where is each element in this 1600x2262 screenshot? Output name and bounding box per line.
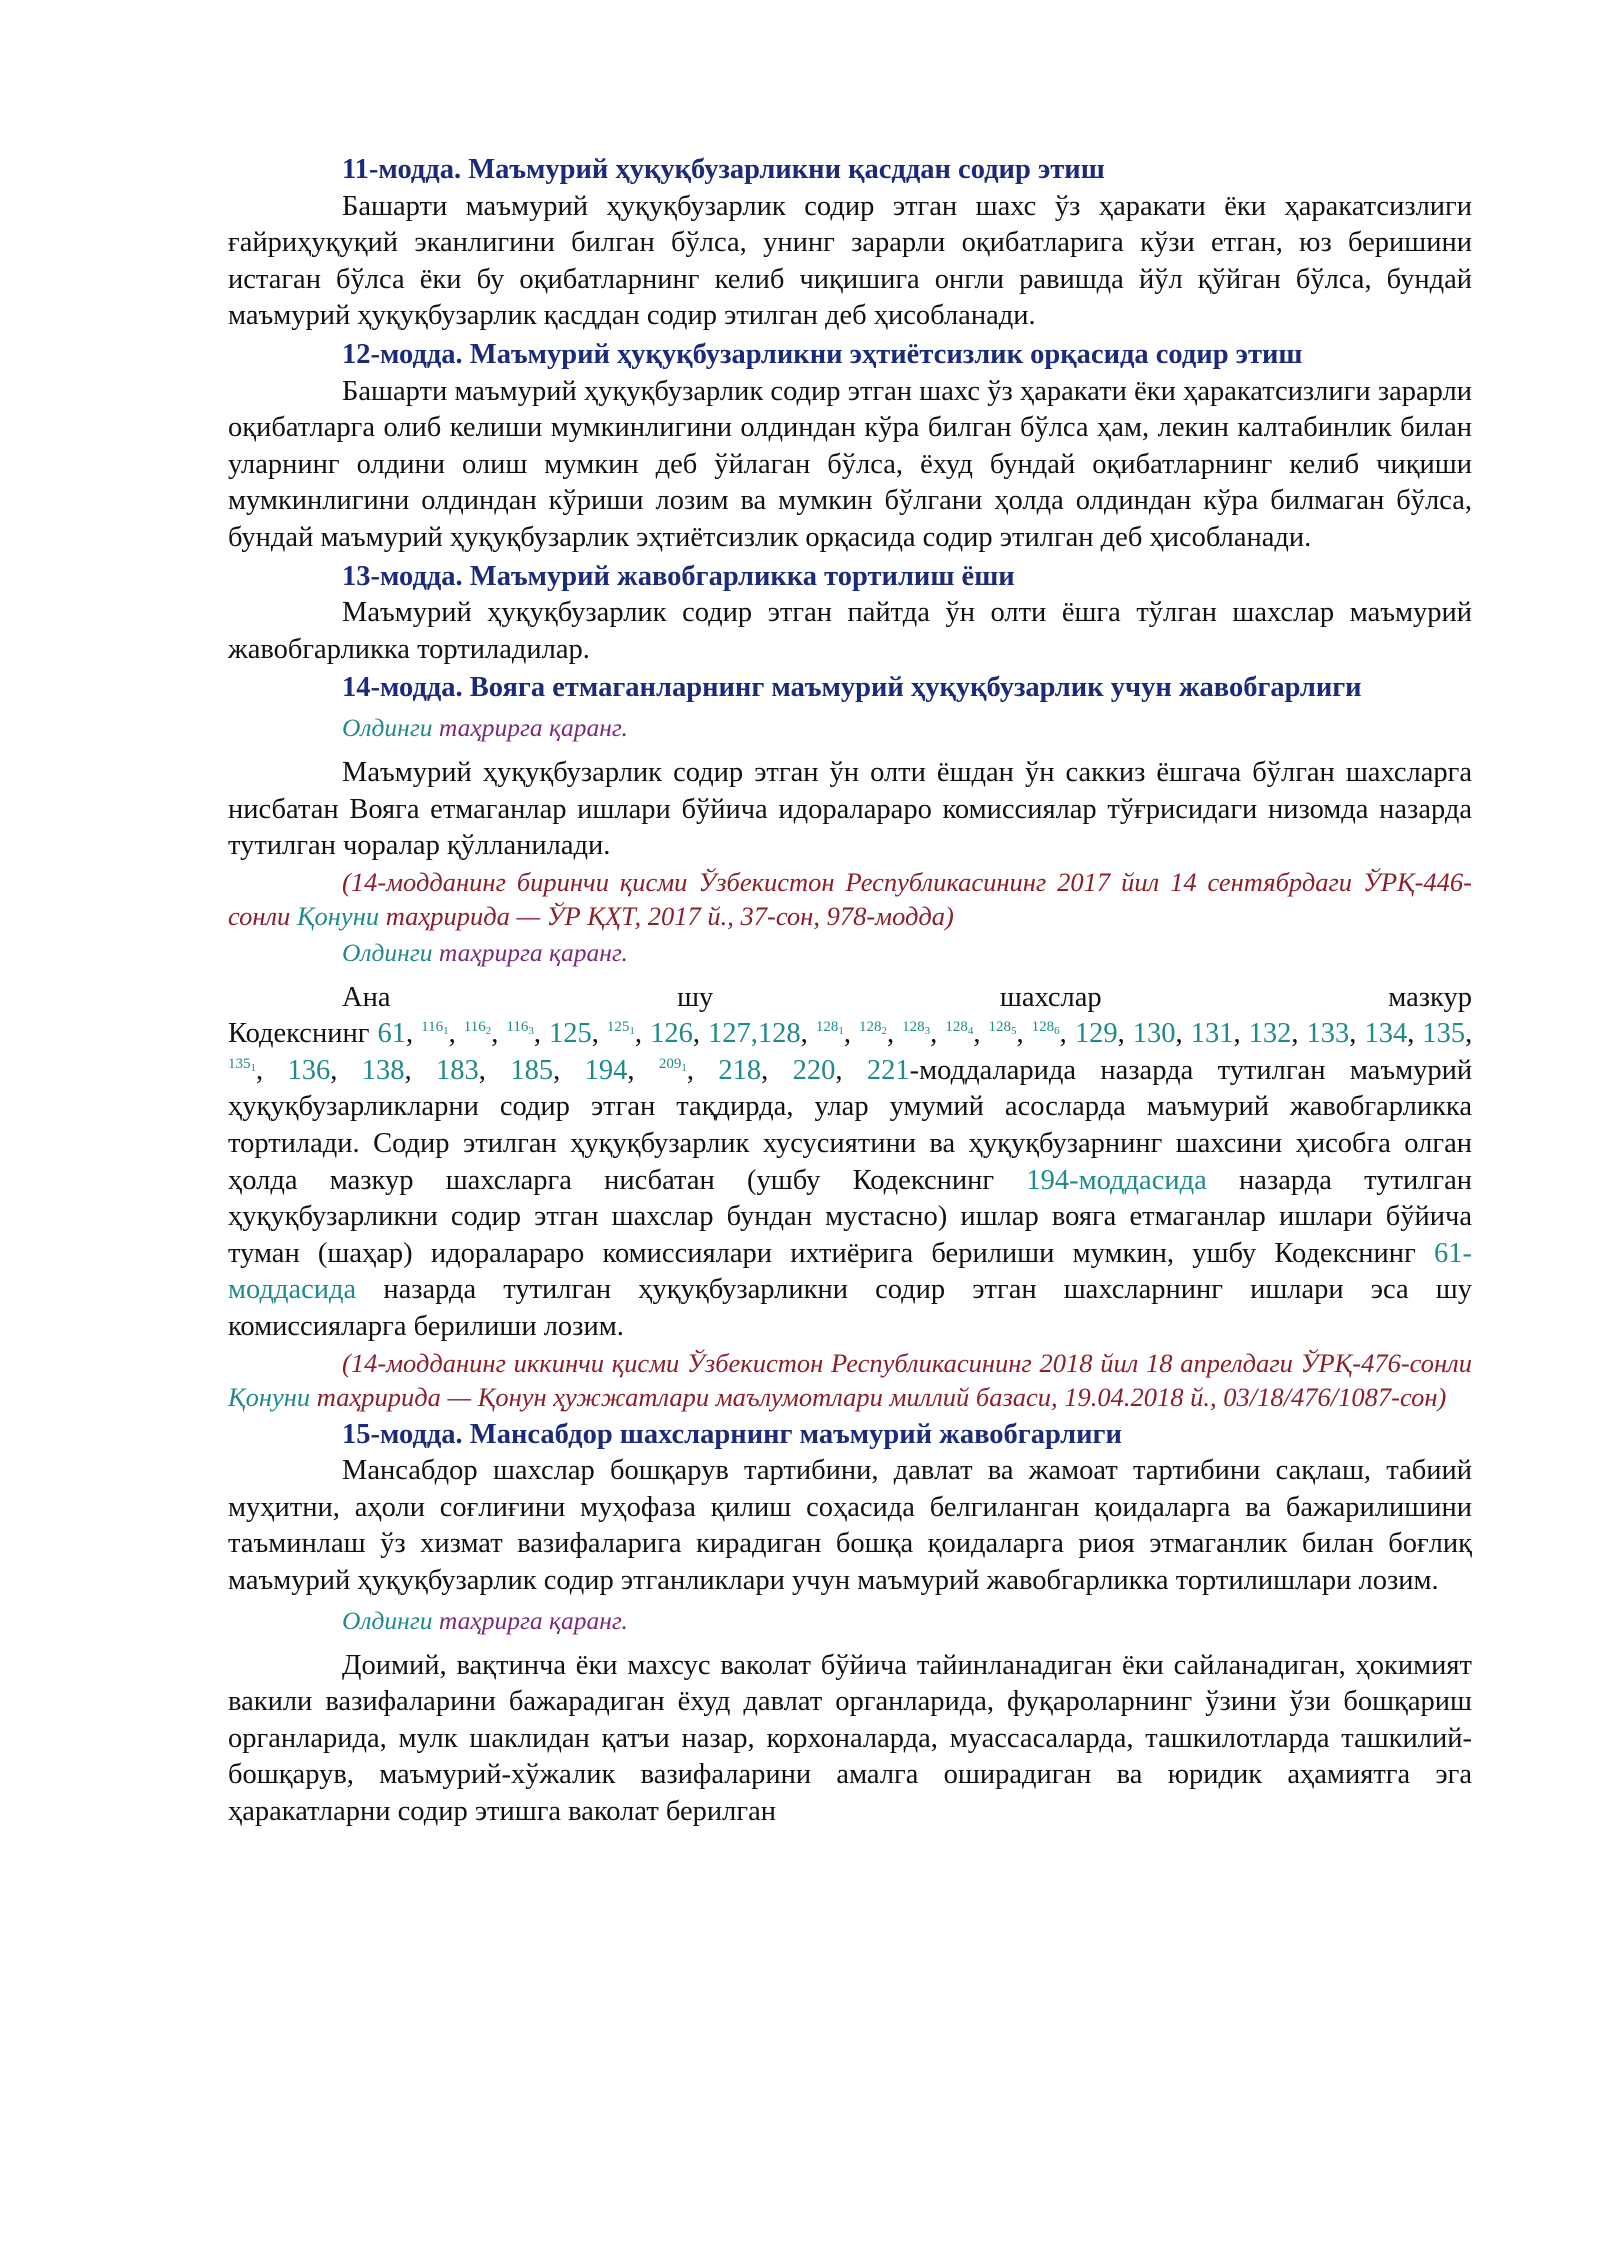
article-ref-link[interactable]: 129 [1074,1018,1118,1050]
document-page [228,150,1472,1831]
article-ref-sup[interactable]: 2091 [658,1055,687,1074]
article-14-title: 14-модда. Вояга етмаганларнинг маъмурий ҳуқуқбузарлик учун жавобгарлиги [342,672,1362,704]
article-ref-sup[interactable]: 1162 [463,1019,492,1038]
previous-edition-link[interactable] [228,936,1472,970]
article-ref-sup[interactable]: 1282 [858,1019,887,1038]
article-ref-sup[interactable]: 1281 [815,1019,844,1038]
article-12-body: Башарти маъмурий ҳуқуқбузарлик содир этган шахс ўз ҳаракати ёки ҳаракатсизлиги зарарли оқибатларга олиб келиши мумкинлигини олдиндан кўра билган бўлса ҳам, лекин калтабинлик билан уларнинг олдини олиш мумкин деб ўйлаган бўлса, ёхуд бундай оқибатларнинг келиб чиқиши мумкинлигини олдиндан кўриши лозим ва мумкин бўлгани ҳолда олдиндан кўра билмаган бўлса, бундай маъмурий ҳуқуқбузарлик эҳтиётсизлик орқасида содир этилган деб ҳисобланади. [228,375,1472,553]
article-14-part-2-continued: назарда тутилган ҳуқуқбузарликни содир этган шахслар бундан мустасно) ишлар вояга етмаганлар ишлари бўйича туман (шаҳар) идоралараро комиссиялари ихтиёрига берилиши мумкин, ушбу Кодекснинг [228,1164,1473,1269]
previous-edition-link[interactable] [228,1604,1472,1638]
word: шахслар [999,981,1102,1013]
article-11-body: Башарти маъмурий ҳуқуқбузарлик содир этган шахс ўз ҳаракати ёки ҳаракатсизлиги ғайриҳуқуқий эканлигини билган бўлса, унинг зарарли оқибатларига кўзи етган, юз беришини истаган бўлса ёки бу оқибатларнинг келиб чиқишига онгли равишда йўл қўйган бўлса, бундай маъмурий ҳуқуқбузарлик қасддан содир этилган деб ҳисобланади. [228,190,1472,332]
law-link[interactable]: Қонуни [296,901,380,932]
note-text: таҳририда — Қонун ҳужжатлари маълумотлари миллий базаси, 19.04.2018 й., 03/18/476/1087-сон) [316,1382,1447,1413]
justified-line [228,980,1472,1017]
article-14-part-2-continued: -моддаларида назарда тутилган маъмурий ҳуқуқбузарликларни содир этган тақдирда, улар умумий асосларда маъмурий жавобгарликка тортилади. Содир этилган ҳуқуқбузарлик хусусиятини ва ҳуқуқбузарнинг шахсини ҳисобга олган ҳолда мазкур шахсларга нисбатан (ушбу Кодекснинг [228,1054,1473,1196]
article-ref-link[interactable]: 1 [1306,1018,1321,1050]
note-text: таҳририда — ЎР ҚҲТ, 2017 й., 37-сон, 978-модда) [385,901,954,932]
article-ref-link[interactable]: 218 [718,1054,762,1086]
article-ref-sup[interactable]: 1286 [1031,1019,1060,1038]
article-14-note-1 [228,865,1472,934]
word: мазкур [1388,981,1472,1013]
article-ref-link[interactable]: 194 [584,1054,628,1086]
article-ref-link[interactable]: 61 [377,1018,406,1050]
previous-edition-link-text[interactable]: таҳрирга қаранг. [438,1605,628,1635]
note-text: (14-модданинг иккинчи қисми Ўзбекистон Республикасининг 2018 йил 18 апрелдаги ЎРҚ-476-сонли [342,1347,1472,1378]
article-ref-link[interactable]: 134 [1364,1018,1408,1050]
article-15-body-1: Мансабдор шахслар бошқарув тартибини, давлат ва жамоат тартибини сақлаш, табиий муҳитни, аҳоли соғлиғини муҳофаза қилиш соҳасида белгиланган қоидаларга ва бажарилишини таъминлаш ўз хизмат вазифаларига кирадиган бошқа қоидаларга риоя этмаганлик билан боғлиқ маъмурий ҳуқуқбузарлик содир этганликлари учун маъмурий жавобгарликка тортилишлари лозим. [228,1455,1472,1596]
article-ref-link[interactable]: 136 [287,1054,331,1086]
article-14-part-1: Маъмурий ҳуқуқбузарлик содир этган ўн олти ёшдан ўн саккиз ёшгача бўлган шахсларга нисбатан Вояга етмаганлар ишлари бўйича идоралараро комиссиялар тўғрисидаги низомда назарда тутилган чоралар қўлланилади. [228,756,1472,862]
article-14-part-2-text: Кодекснинг 61, $^{116_1}$, $^{116_2}$, $^{116_3}$, 125, $^{125_1}$, 126, 127,128, $^{128_1}$, $^{128_2}$, $^{128_3}$, $^{128_4}$, $^{128_5}$, $^{128_6}$, 129, 130, 131, 132, 133, 134, 135, $^{135_1}$, 136, 138, 183, 185, 194, $^{209_1}$, 218, 220, 221-моддаларида назарда тутилган маъмурий ҳуқуқбузарликларни содир этган тақдирда, улар умумий асосларда маъмурий жавобгарликка тортилади. Содир этилган ҳуқуқбузарлик хусусиятини ва ҳуқуқбузарнинг шахсини ҳисобга олган ҳолда мазкур шахсларга нисбатан (ушбу Кодекснинг 194-моддасида назарда тутилган ҳуқуқбузарликни содир этган шахслар бундан мустасно) ишлар вояга етмаганлар ишлари бўйича туман (шаҳар) идоралараро комиссиялари ихтиёрига берилиши мумкин, ушбу Кодекснинг 61-моддасида назарда тутилган ҳуқуқбузарликни содир этган шахсларнинг ишлари эса шу комиссияларга берилиши лозим. [228,1018,1473,1343]
article-12-title: 12-модда. Маъмурий ҳуқуқбузарликни эҳтиётсизлик орқасида содир этиш [342,338,1303,370]
article-ref-link[interactable]: 221 [866,1054,910,1086]
article-ref-link[interactable]: 130 [1132,1018,1176,1050]
article-ref-sup[interactable]: 1251 [606,1019,635,1038]
previous-edition-link-word[interactable]: Олдинги [342,1605,433,1635]
article-ref-link[interactable]: 131 [1190,1018,1234,1050]
article-ref-link[interactable]: 135 [1422,1018,1466,1050]
article-13-body: Маъмурий ҳуқуқбузарлик содир этган пайтда ўн олти ёшга тўлган шахслар маъмурий жавобгарликка тортиладилар. [228,597,1472,665]
article-ref-link[interactable]: 33 [1320,1018,1350,1050]
article-61-link[interactable]: 61-моддасида [228,1237,1472,1306]
article-ref-sup[interactable]: 1163 [506,1019,534,1038]
previous-edition-link-word[interactable]: Олдинги [342,712,433,742]
article-ref-sup[interactable]: 1284 [945,1019,974,1038]
previous-edition-link-word[interactable]: Олдинги [342,937,433,967]
article-ref-link[interactable]: 220 [792,1054,836,1086]
article-ref-sup[interactable]: 1285 [988,1019,1017,1038]
previous-edition-link[interactable] [228,711,1472,745]
article-15-body-2: Доимий, вақтинча ёки махсус ваколат бўйича тайинланадиган ёки сайланадиган, ҳокимият вакили вазифаларини бажарадиган ёхуд давлат органларида, фуқароларнинг ўзини ўзи бошқариш органларида, мулк шаклидан қатъи назар, корхоналарда, муассасаларда, ташкилотларда ташкилий-бошқарув, маъмурий-хўжалик вазифаларини амалга оширадиган ва юридик аҳамиятга эга ҳаракатларни содир этишга ваколат берилган [228,1649,1472,1827]
word: Ана [342,981,391,1013]
article-ref-link[interactable]: 125 [549,1018,592,1050]
article-14-part-2-continued: назарда тутилган ҳуқуқбузарликни содир этган шахсларнинг ишлари эса шу комиссияларга берилиши лозим. [228,1274,1472,1343]
law-link[interactable]: Қонуни [228,1382,311,1413]
article-ref-sup[interactable]: 1351 [228,1055,256,1074]
article-ref-link[interactable]: 138 [361,1054,405,1086]
article-194-link[interactable]: 194-моддасида [1026,1164,1207,1196]
article-ref-link[interactable]: 132 [1248,1018,1292,1050]
article-ref-sup[interactable]: 1283 [902,1019,931,1038]
word: шу [677,981,714,1013]
article-11-title: 11-модда. Маъмурий ҳуқуқбузарликни қасддан содир этиш [342,154,1105,185]
article-13-title: 13-модда. Маъмурий жавобгарликка тортилиш ёши [342,560,1015,592]
article-14-note-2 [228,1346,1472,1415]
word: Кодекснинг [228,1018,370,1050]
article-14-part-2 [228,980,1472,1346]
article-ref-link[interactable]: 127,128 [708,1018,801,1050]
article-ref-link[interactable]: 185 [510,1054,554,1086]
article-15-title: 15-модда. Мансабдор шахсларнинг маъмурий жавобгарлиги [342,1418,1122,1450]
previous-edition-link-text[interactable]: таҳрирга қаранг. [438,937,628,967]
article-ref-link[interactable]: 126 [650,1018,693,1050]
article-ref-link[interactable]: 183 [436,1054,479,1086]
note-text: (14-модданинг биринчи қисми Ўзбекистон Республикасининг 2017 йил 14 сентябрдаги ЎРҚ-446-сонли [228,866,1472,932]
previous-edition-link-text[interactable]: таҳрирга қаранг. [438,712,628,742]
article-ref-sup[interactable]: 1161 [421,1019,449,1038]
